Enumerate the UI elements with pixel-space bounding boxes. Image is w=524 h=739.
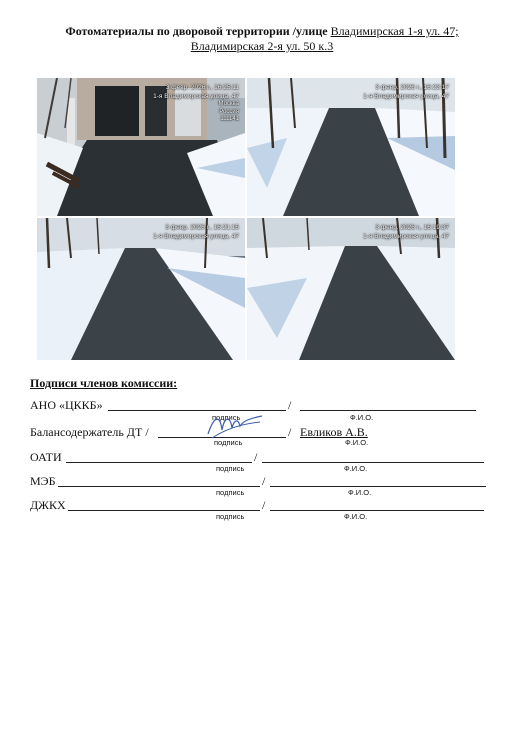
- signature-row-balance-holder: [30, 425, 149, 439]
- stamp-date: 3 февр. 2026 г., 16:21:15: [165, 224, 239, 231]
- caption-signature: подпись: [216, 464, 245, 473]
- name-line: [270, 510, 484, 511]
- caption-name: Ф.И.О.: [345, 438, 369, 447]
- caption-name: Ф.И.О.: [348, 488, 372, 497]
- title-address-line1: Владимирская 1-я ул. 47;: [330, 24, 459, 38]
- stamp-location: 1-я Владимирская улица, 47: [363, 93, 449, 100]
- photo-building-entrance: [37, 78, 245, 216]
- caption-name: Ф.И.О.: [344, 464, 368, 473]
- stamp-date: 3 февр. 2026 г., 16:23:17: [375, 84, 449, 91]
- stamp-country: Россия: [219, 108, 239, 115]
- stamp-date: 3 февр. 2026 г., 16:19:37: [375, 224, 449, 231]
- document-title: [34, 24, 490, 54]
- caption-name: Ф.И.О.: [344, 512, 368, 521]
- photo-path-east: [247, 218, 455, 360]
- photo-timestamp-stamp: [153, 224, 239, 241]
- separator: /: [262, 474, 266, 488]
- title-prefix: Фотоматериалы по дворовой территории /улице: [65, 24, 331, 38]
- separator: /: [254, 450, 258, 464]
- photo-timestamp-stamp: [153, 84, 239, 124]
- name-line: [300, 410, 476, 411]
- row-label: АНО «ЦККБ»: [30, 398, 103, 412]
- caption-name: Ф.И.О.: [350, 413, 374, 422]
- row-label: ДЖКХ: [30, 498, 66, 512]
- signature-row-dzhkkh: [30, 498, 66, 512]
- handwritten-signature: [204, 410, 266, 442]
- caption-signature: подпись: [216, 488, 245, 497]
- signature-line: [68, 510, 260, 511]
- stamp-location: 1-я Владимирская улица, 47: [153, 233, 239, 240]
- signature-row-meb: [30, 474, 55, 488]
- name-line: [262, 462, 484, 463]
- separator: /: [288, 425, 292, 439]
- photo-path-north: [247, 78, 455, 216]
- caption-signature: подпись: [212, 413, 241, 422]
- stamp-city: Москва: [218, 101, 239, 107]
- photo-grid: [37, 78, 455, 360]
- caption-signature: подпись: [216, 512, 245, 521]
- separator: /: [262, 498, 266, 512]
- photo-timestamp-stamp: [363, 224, 449, 241]
- stamp-date: 3 февр. 2026 г., 16:25:11: [165, 84, 239, 91]
- photo-path-west: [37, 218, 245, 360]
- separator: /: [288, 398, 292, 412]
- title-address-line2: Владимирская 2-я ул. 50 к.3: [190, 39, 334, 53]
- photo-timestamp-stamp: [363, 84, 449, 101]
- name-line: [270, 486, 486, 487]
- row-label: Балансодержатель ДТ /: [30, 425, 149, 439]
- stamp-zip: 111141: [220, 116, 239, 122]
- signature-row-oati: [30, 450, 62, 464]
- signature-line: [66, 462, 252, 463]
- caption-signature: подпись: [214, 438, 243, 447]
- row-label: ОАТИ: [30, 450, 62, 464]
- signature-row-ano: [30, 398, 103, 412]
- signatures-heading: Подписи членов комиссии:: [30, 376, 178, 390]
- signature-line: [58, 486, 260, 487]
- balance-holder-name: Евликов А.В.: [300, 425, 368, 439]
- row-label: МЭБ: [30, 474, 56, 488]
- stamp-location: 1-я Владимирская улица, 47: [363, 233, 449, 240]
- stamp-location: 1-я Владимирская улица, 47: [153, 93, 239, 100]
